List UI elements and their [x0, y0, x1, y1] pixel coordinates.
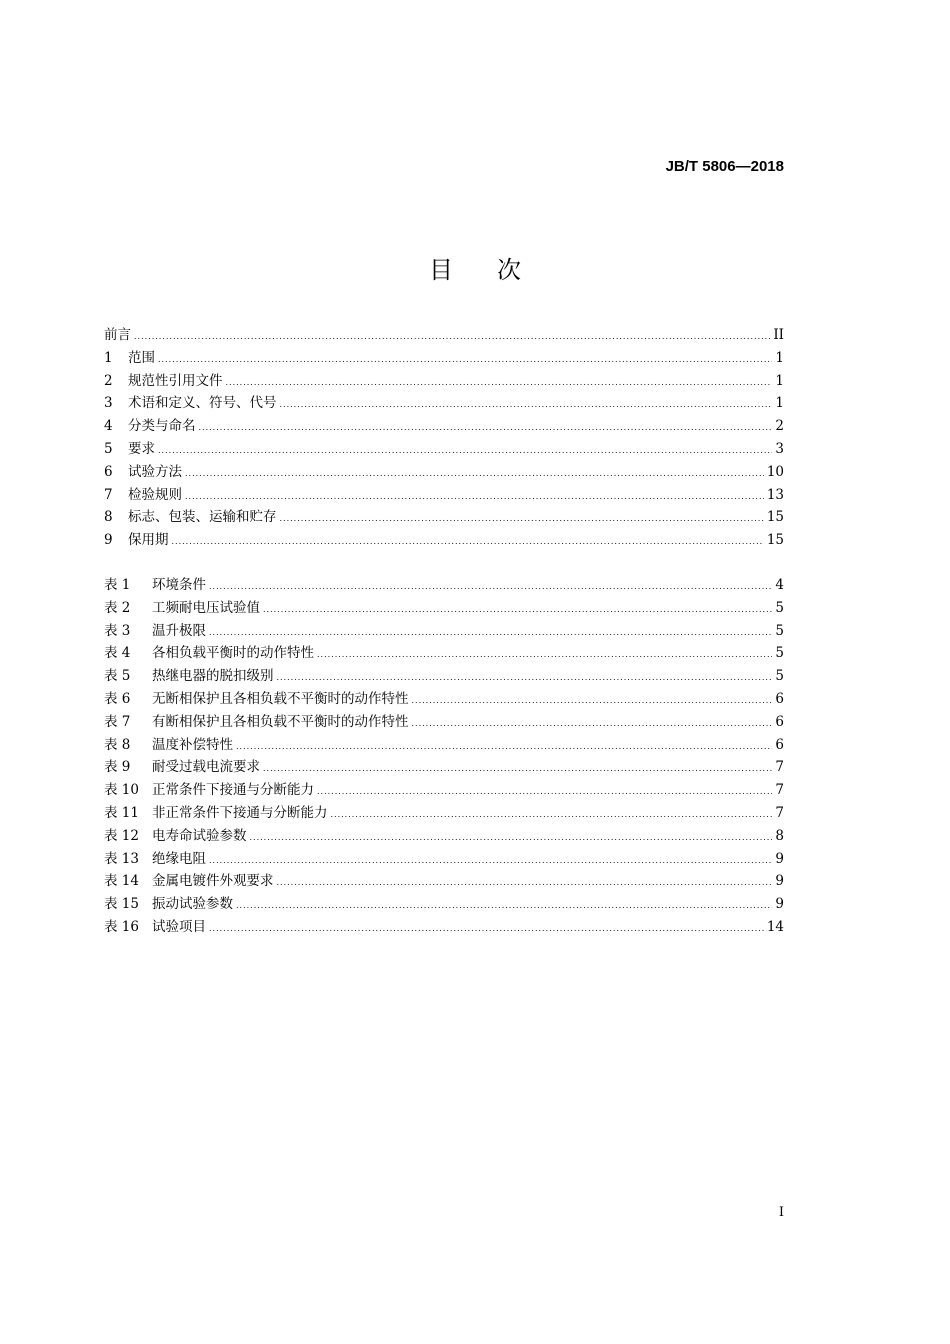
toc-section-entry-number: 1 [104, 349, 113, 366]
dot-leader [209, 628, 772, 637]
toc-table-entry-number: 表 13 [104, 850, 139, 867]
dot-leader [209, 582, 772, 591]
toc-section-entry-label: 分类与命名 [128, 418, 196, 435]
toc-table-entry-label: 试验项目 [152, 918, 206, 935]
toc-table-entry[interactable] [104, 664, 784, 687]
toc-table-entry-page: 6 [775, 713, 784, 730]
toc-section-entry[interactable] [104, 346, 784, 369]
toc-table-entry-number: 表 8 [104, 736, 131, 753]
toc-table-entry-number: 表 6 [104, 690, 131, 707]
toc-table-entry-number: 表 5 [104, 668, 131, 685]
toc-table-entry-page: 8 [775, 827, 784, 844]
toc-table-entry-number: 表 3 [104, 622, 131, 639]
toc-section-entry[interactable] [104, 505, 784, 528]
toc-sections-list [104, 323, 784, 551]
dot-leader [250, 833, 773, 842]
toc-section-entry-label: 范围 [128, 349, 155, 366]
toc-table-entry-number: 表 11 [104, 804, 139, 821]
dot-leader [263, 764, 772, 773]
dot-leader [236, 742, 772, 751]
toc-table-entry-label: 正常条件下接通与分断能力 [152, 782, 314, 799]
toc-section-entry-label: 规范性引用文件 [128, 372, 223, 389]
toc-table-entry[interactable] [104, 778, 784, 801]
toc-section-entry-label: 术语和定义、符号、代号 [128, 395, 277, 412]
dot-leader [412, 719, 773, 728]
dot-leader [280, 514, 764, 523]
dot-leader [412, 696, 773, 705]
dot-leader [158, 355, 772, 364]
toc-table-entry-page: 5 [775, 668, 784, 685]
toc-table-entry-label: 耐受过载电流要求 [152, 759, 260, 776]
standard-code: JB/T 5806—2018 [665, 158, 784, 175]
toc-table-entry-label: 非正常条件下接通与分断能力 [152, 804, 328, 821]
toc-section-entry-label: 前言 [104, 327, 131, 343]
toc-table-entry-label: 绝缘电阻 [152, 850, 206, 867]
dot-leader [199, 423, 773, 432]
toc-table-entry-label: 有断相保护且各相负载不平衡时的动作特性 [152, 713, 409, 730]
toc-section-entry[interactable] [104, 323, 784, 346]
toc-section-entry-page: 15 [766, 509, 784, 526]
page-number: I [778, 1205, 784, 1220]
toc-section-entry-page: 13 [766, 486, 784, 503]
toc-table-entry-number: 表 10 [104, 782, 139, 799]
dot-leader [317, 650, 772, 659]
toc-table-entry-label: 热继电器的脱扣级别 [152, 668, 274, 685]
toc-table-entry-page: 5 [775, 599, 784, 616]
toc-table-entry-number: 表 9 [104, 759, 131, 776]
toc-section-entry[interactable] [104, 437, 784, 460]
toc-table-entry-page: 9 [775, 850, 784, 867]
toc-section-entry-number: 3 [104, 395, 113, 412]
toc-section-entry-number: 2 [104, 372, 113, 389]
toc-table-entry-page: 9 [775, 873, 784, 890]
dot-leader [185, 469, 764, 478]
toc-section-entry-page: 1 [775, 349, 784, 366]
toc-section-entry-label: 试验方法 [128, 463, 182, 480]
toc-table-entry-number: 表 15 [104, 896, 139, 913]
toc-section-entry-label: 标志、包装、运输和贮存 [128, 509, 277, 526]
dot-leader [209, 924, 764, 933]
toc-table-entry[interactable] [104, 619, 784, 642]
page-title: 目次 [429, 256, 565, 284]
toc-table-entry-number: 表 7 [104, 713, 131, 730]
toc-table-entry-number: 表 14 [104, 873, 139, 890]
toc-table-entry[interactable] [104, 573, 784, 596]
toc-table-entry-number: 表 2 [104, 599, 131, 616]
toc-tables-list [104, 573, 784, 938]
toc-table-entry-label: 无断相保护且各相负载不平衡时的动作特性 [152, 690, 409, 707]
toc-table-entry[interactable] [104, 733, 784, 756]
toc-table-entry-label: 工频耐电压试验值 [152, 599, 260, 616]
toc-section-entry-page: 2 [775, 418, 784, 435]
toc-table-entry[interactable] [104, 824, 784, 847]
toc-section-entry-page: 15 [766, 532, 784, 549]
toc-table-entry-page: 7 [775, 804, 784, 821]
toc-section-entry[interactable] [104, 391, 784, 414]
toc-table-entry-page: 6 [775, 736, 784, 753]
toc-section-entry[interactable] [104, 460, 784, 483]
dot-leader [134, 332, 770, 341]
toc-section-entry-number: 7 [104, 486, 113, 503]
toc-section-entry[interactable] [104, 483, 784, 506]
dot-leader [158, 446, 772, 455]
dot-leader [263, 605, 772, 614]
toc-table-entry[interactable] [104, 710, 784, 733]
toc-table-entry-page: 14 [766, 918, 784, 935]
dot-leader [209, 856, 772, 865]
toc-table-entry-label: 温升极限 [152, 622, 206, 639]
toc-section-entry[interactable] [104, 414, 784, 437]
toc-table-entry[interactable] [104, 596, 784, 619]
toc-table-entry-number: 表 16 [104, 918, 139, 935]
toc-table-entry-page: 4 [775, 577, 784, 593]
toc-table-entry-page: 5 [775, 622, 784, 639]
dot-leader [317, 787, 772, 796]
toc-section-entry-page: 1 [775, 372, 784, 389]
toc-section-entry-label: 检验规则 [128, 486, 182, 503]
toc-section-entry-page: 10 [766, 463, 784, 480]
toc-table-entry[interactable] [104, 755, 784, 778]
toc-table-entry-label: 金属电镀件外观要求 [152, 873, 274, 890]
dot-leader [226, 378, 773, 387]
toc-table-entry-page: 9 [775, 896, 784, 913]
toc-section-entry-number: 8 [104, 509, 113, 526]
toc-table-entry[interactable] [104, 892, 784, 915]
dot-leader [277, 673, 773, 682]
toc-table-entry-page: 6 [775, 690, 784, 707]
toc-table-entry-label: 环境条件 [152, 577, 206, 593]
toc-table-entry-number: 表 4 [104, 645, 131, 662]
toc-table-entry-page: 7 [775, 759, 784, 776]
toc-table-entry-page: 5 [775, 645, 784, 662]
toc-section-entry-label: 要求 [128, 440, 155, 457]
toc-table-entry[interactable] [104, 847, 784, 870]
toc-section-entry-page: 1 [775, 395, 784, 412]
toc-section-entry-page: 3 [775, 440, 784, 457]
toc-table-entry-label: 振动试验参数 [152, 896, 233, 913]
toc-table-entry[interactable] [104, 915, 784, 938]
dot-leader [331, 810, 773, 819]
toc-section-entry-number: 9 [104, 532, 113, 549]
toc-section-entry[interactable] [104, 528, 784, 551]
dot-leader [172, 537, 764, 546]
toc-table-entry[interactable] [104, 801, 784, 824]
toc-section-entry-page: II [773, 327, 784, 343]
toc-section-entry-number: 4 [104, 418, 113, 435]
toc-section-entry[interactable] [104, 369, 784, 392]
dot-leader [185, 492, 764, 501]
toc-table-entry[interactable] [104, 641, 784, 664]
dot-leader [277, 878, 773, 887]
toc-section-entry-label: 保用期 [128, 532, 169, 549]
toc-table-entry[interactable] [104, 687, 784, 710]
toc-table-entry[interactable] [104, 869, 784, 892]
toc-table-entry-number: 表 12 [104, 827, 139, 844]
toc-table-entry-page: 7 [775, 782, 784, 799]
toc-table-entry-label: 温度补偿特性 [152, 736, 233, 753]
dot-leader [236, 901, 772, 910]
toc-table-entry-label: 各相负载平衡时的动作特性 [152, 645, 314, 662]
dot-leader [280, 400, 773, 409]
toc-section-entry-number: 6 [104, 463, 113, 480]
toc-table-entry-label: 电寿命试验参数 [152, 827, 247, 844]
toc-section-entry-number: 5 [104, 440, 113, 457]
toc-table-entry-number: 表 1 [104, 577, 131, 593]
